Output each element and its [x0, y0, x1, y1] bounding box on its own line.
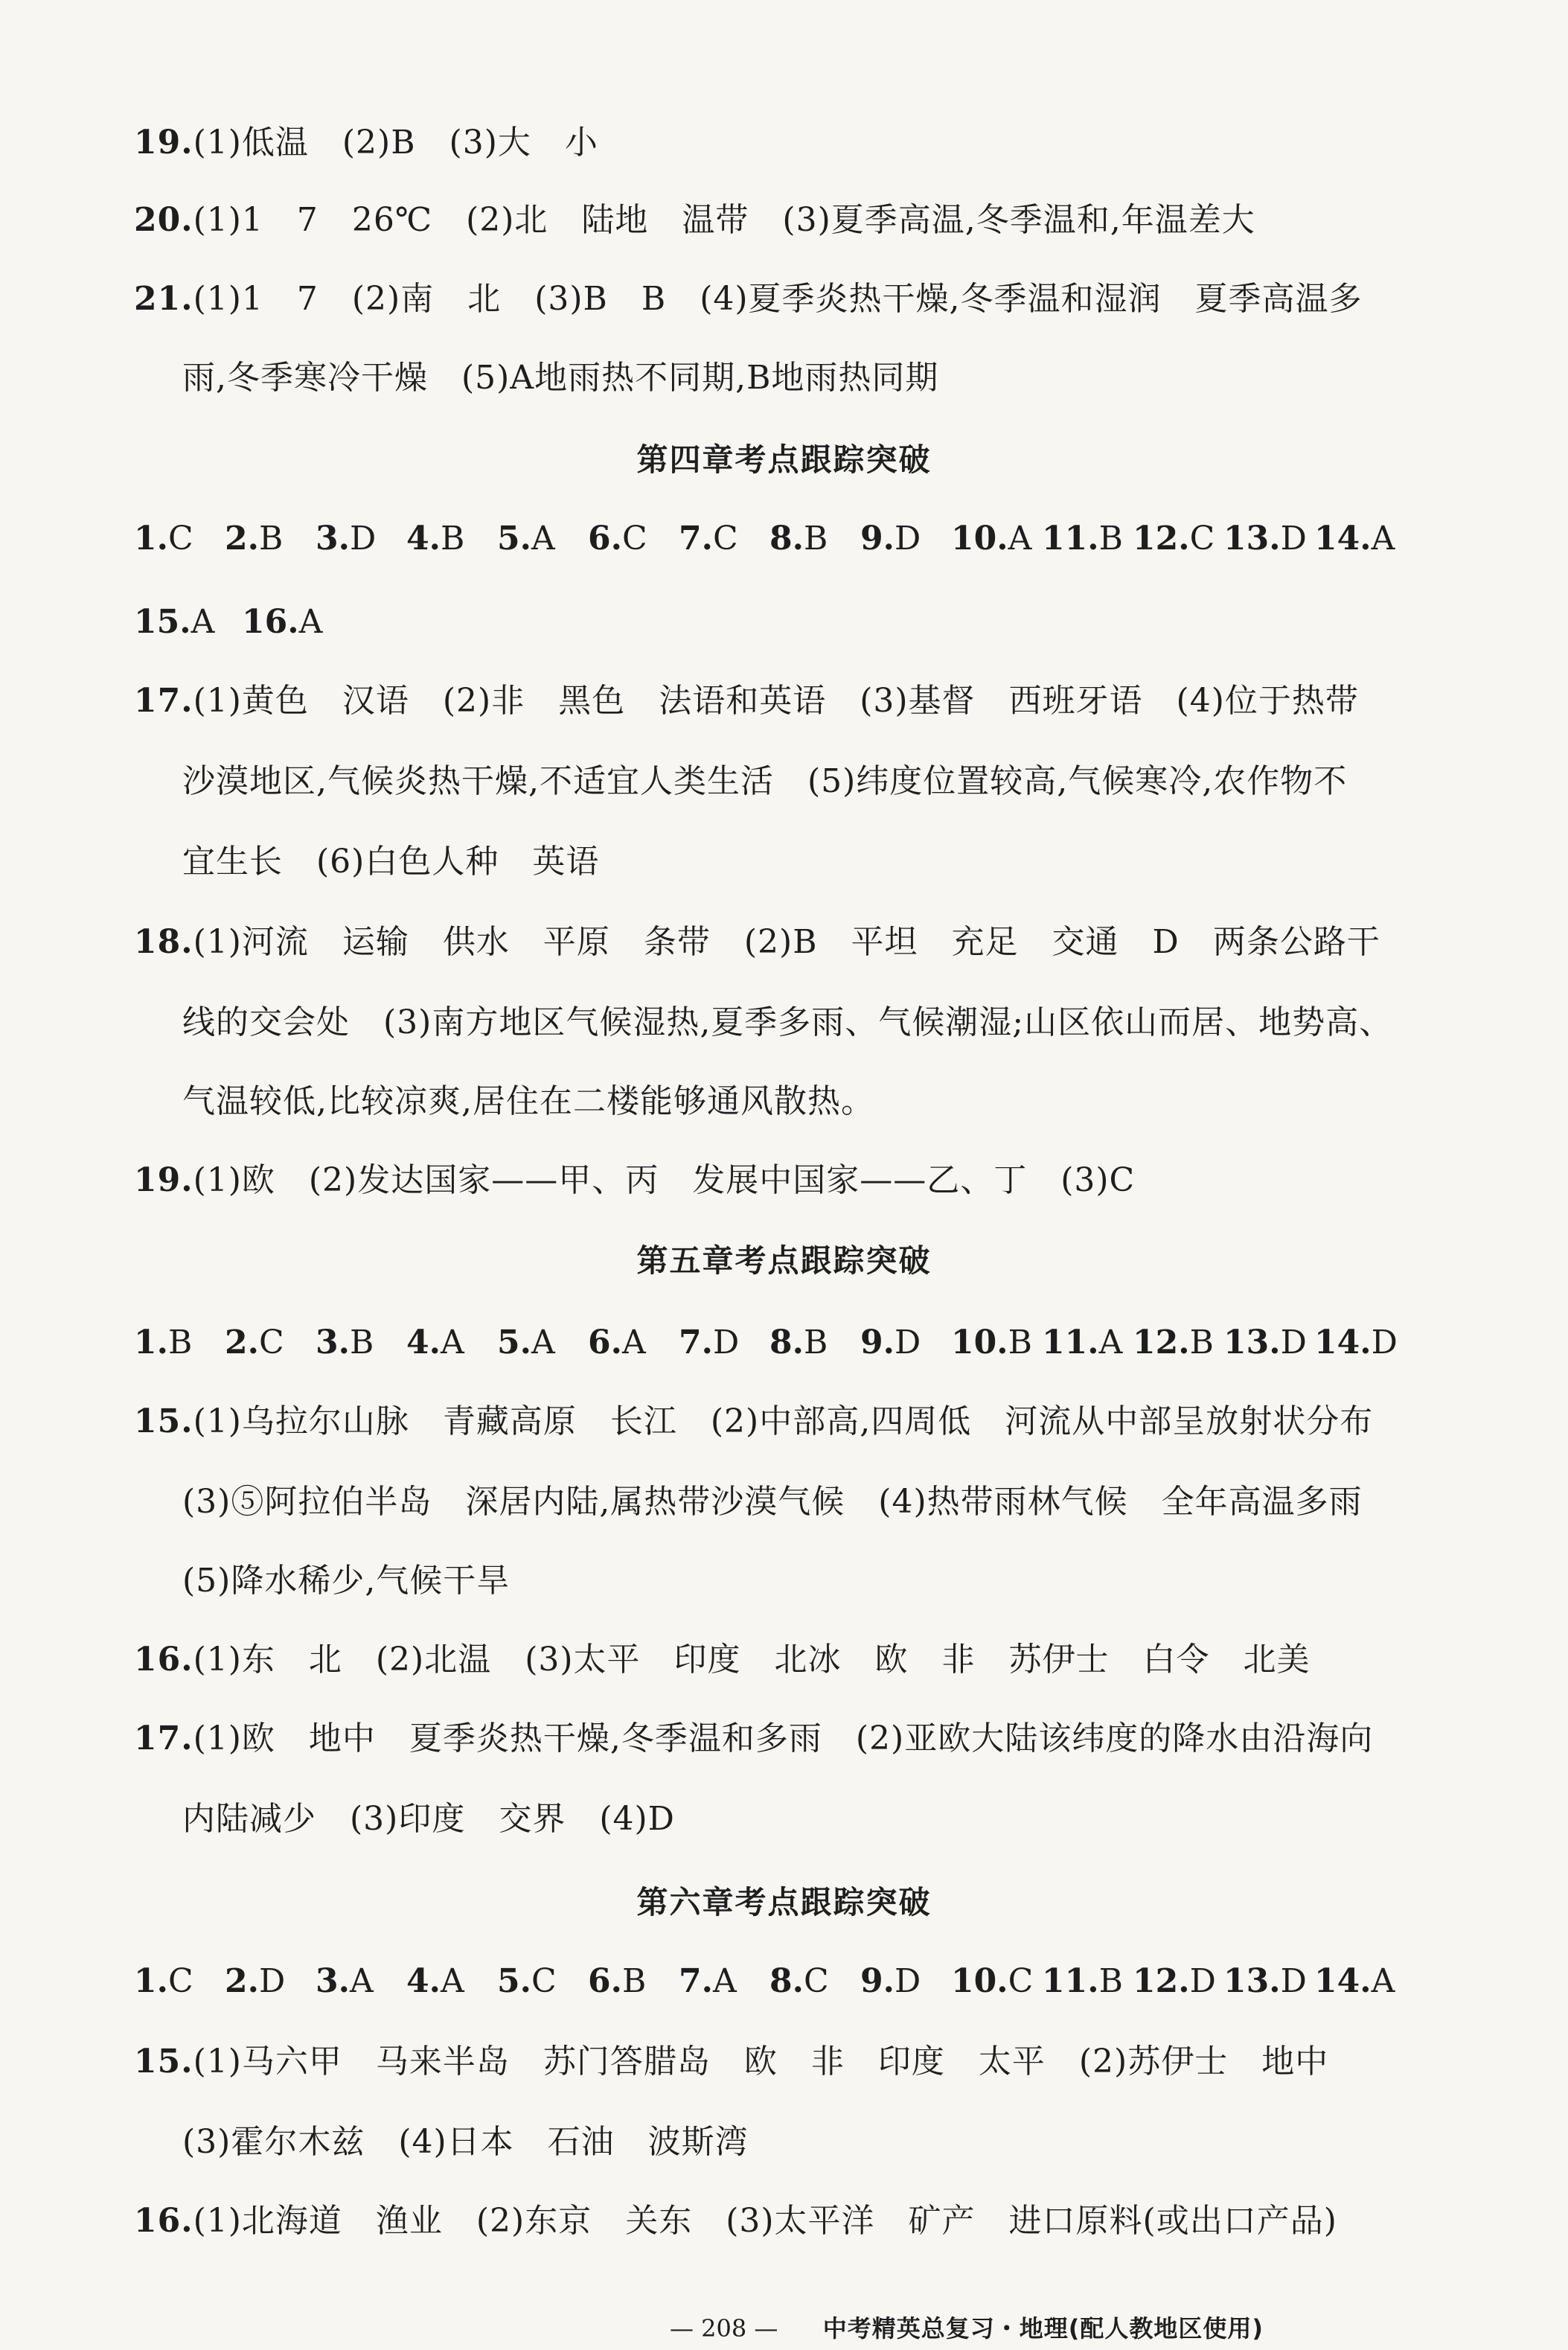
answer-ch5-q15: 15.(1)乌拉尔山脉 青藏高原 长江 (2)中部高,四周低 河流从中部呈放射状分布	[134, 1402, 1374, 1440]
mc-number: 14.	[1314, 520, 1372, 558]
mc-number: 8.	[769, 1324, 804, 1361]
mc-answer: A	[712, 1962, 737, 2000]
mc-number: 1.	[134, 520, 168, 558]
mc-number: 4.	[406, 1324, 441, 1361]
mc-answer: D	[712, 1324, 740, 1361]
mc-answer: A	[1371, 1962, 1395, 2000]
mc-number: 6.	[588, 1324, 622, 1361]
mc-answer: B	[1098, 1962, 1123, 2000]
mc-number: 1.	[134, 1324, 168, 1361]
chapter4-mc-13	[1223, 517, 1307, 561]
chapter4-mc-12	[1133, 517, 1215, 561]
mc-number: 9.	[860, 1962, 895, 2000]
chapter4-mc-15	[134, 600, 214, 645]
mc-answer: A	[440, 1324, 464, 1361]
mc-number: 2.	[225, 520, 259, 558]
mc-answer: C	[621, 520, 647, 558]
chapter4-mc-5	[497, 517, 555, 561]
mc-answer: B	[167, 1324, 193, 1361]
mc-answer: A	[440, 1962, 464, 2000]
answer-ch3-q19: 19.(1)低温 (2)B (3)大 小	[134, 124, 598, 162]
chapter4-mc-6	[588, 517, 647, 561]
chapter4-mc-14	[1314, 517, 1395, 561]
page-number: — 208 —	[670, 2314, 778, 2343]
chapter4-mc-16	[242, 600, 322, 645]
mc-number: 7.	[679, 520, 713, 558]
mc-answer: D	[1280, 1962, 1307, 2000]
chapter4-mc-7	[679, 517, 738, 561]
mc-number: 16.	[242, 603, 299, 641]
mc-answer: B	[1189, 1324, 1214, 1361]
chapter6-mc-8	[769, 1959, 829, 2004]
answer-ch5-q17: 17.(1)欧 地中 夏季炎热干燥,冬季温和多雨 (2)亚欧大陆该纬度的降水由沿海向	[134, 1720, 1374, 1757]
mc-number: 14.	[1314, 1962, 1372, 2000]
chapter4-mc-11	[1042, 517, 1123, 561]
mc-answer: B	[349, 1324, 374, 1361]
mc-answer: C	[167, 1962, 193, 2000]
chapter6-mc-4	[406, 1959, 464, 2004]
chapter6-mc-13	[1223, 1959, 1307, 2004]
mc-number: 4.	[406, 520, 441, 558]
mc-answer: A	[1098, 1324, 1123, 1361]
mc-answer: D	[894, 520, 921, 558]
answer-ch4-q18: 18.(1)河流 运输 供水 平原 条带 (2)B 平坦 充足 交通 D 两条公路干	[134, 923, 1380, 961]
mc-answer: C	[258, 1324, 284, 1361]
mc-answer: A	[349, 1962, 374, 2000]
answer-ch3-q21-cont: 雨,冬季寒冷干燥 (5)A地雨热不同期,B地雨热同期	[182, 359, 939, 397]
mc-number: 7.	[679, 1324, 713, 1361]
mc-answer: C	[712, 520, 738, 558]
answer-ch6-q16: 16.(1)北海道 渔业 (2)东京 关东 (3)太平洋 矿产 进口原料(或出口产品)	[134, 2202, 1337, 2240]
mc-number: 7.	[679, 1962, 713, 2000]
mc-number: 5.	[497, 1324, 531, 1361]
chapter5-mc-row1	[134, 1321, 1444, 1365]
chapter5-mc-1	[134, 1321, 192, 1365]
mc-answer: D	[1280, 1324, 1307, 1361]
mc-answer: D	[258, 1962, 286, 2000]
mc-answer: C	[167, 520, 193, 558]
answer-ch4-q17-l2: 沙漠地区,气候炎热干燥,不适宜人类生活 (5)纬度位置较高,气候寒冷,农作物不	[182, 762, 1348, 800]
answer-ch6-q15: 15.(1)马六甲 马来半岛 苏门答腊岛 欧 非 印度 太平 (2)苏伊士 地中	[134, 2043, 1329, 2081]
chapter5-mc-13	[1223, 1321, 1307, 1365]
mc-answer: A	[621, 1324, 646, 1361]
answer-ch4-q19: 19.(1)欧 (2)发达国家——甲、丙 发展中国家——乙、丁 (3)C	[134, 1161, 1136, 1199]
mc-number: 10.	[951, 520, 1008, 558]
answer-ch3-q21: 21.(1)1 7 (2)南 北 (3)B B (4)夏季炎热干燥,冬季温和湿润 夏季高温多	[134, 280, 1363, 318]
mc-number: 12.	[1133, 1962, 1190, 2000]
mc-answer: B	[258, 520, 284, 558]
mc-number: 9.	[860, 520, 895, 558]
mc-answer: D	[894, 1324, 921, 1361]
answer-ch5-q17-l2: 内陆减少 (3)印度 交界 (4)D	[182, 1800, 675, 1838]
mc-answer: A	[298, 603, 323, 641]
mc-number: 11.	[1042, 1324, 1099, 1361]
answer-ch5-q16: 16.(1)东 北 (2)北温 (3)太平 印度 北冰 欧 非 苏伊士 白令 北美	[134, 1641, 1311, 1679]
mc-number: 9.	[860, 1324, 895, 1361]
chapter6-mc-12	[1133, 1959, 1216, 2004]
mc-number: 10.	[951, 1962, 1008, 2000]
mc-answer: B	[440, 520, 465, 558]
chapter5-mc-3	[316, 1321, 374, 1365]
mc-number: 11.	[1042, 520, 1099, 558]
chapter5-mc-6	[588, 1321, 646, 1365]
mc-answer: B	[1008, 1324, 1032, 1361]
chapter5-mc-9	[860, 1321, 921, 1365]
page-footer	[670, 2314, 1264, 2343]
chapter4-mc-3	[316, 517, 376, 561]
chapter5-mc-11	[1042, 1321, 1122, 1365]
chapter4-mc-1	[134, 517, 193, 561]
mc-answer: C	[803, 1962, 829, 2000]
mc-number: 13.	[1223, 520, 1281, 558]
mc-answer: B	[621, 1962, 647, 2000]
chapter5-mc-14	[1314, 1321, 1398, 1365]
mc-number: 1.	[134, 1962, 168, 2000]
mc-number: 8.	[769, 1962, 804, 2000]
mc-answer: B	[1098, 520, 1123, 558]
mc-number: 2.	[225, 1324, 259, 1361]
chapter4-heading: 第四章考点跟踪突破	[636, 441, 932, 478]
mc-answer: C	[1008, 1962, 1034, 2000]
mc-number: 12.	[1133, 1324, 1190, 1361]
mc-answer: A	[1371, 520, 1395, 558]
mc-answer: C	[531, 1962, 557, 2000]
mc-number: 12.	[1133, 520, 1190, 558]
mc-number: 2.	[225, 1962, 259, 2000]
chapter6-mc-row1	[134, 1959, 1444, 2004]
chapter4-mc-row1	[134, 517, 1444, 561]
mc-answer: A	[191, 603, 215, 641]
chapter5-mc-2	[225, 1321, 284, 1365]
mc-number: 6.	[588, 520, 622, 558]
mc-answer: B	[803, 1324, 828, 1361]
chapter6-mc-6	[588, 1959, 646, 2004]
chapter6-mc-11	[1042, 1959, 1123, 2004]
mc-number: 6.	[588, 1962, 622, 2000]
chapter6-mc-10	[951, 1959, 1033, 2004]
chapter4-mc-10	[951, 517, 1031, 561]
mc-number: 13.	[1223, 1324, 1281, 1361]
chapter5-mc-8	[769, 1321, 828, 1365]
chapter6-mc-7	[679, 1959, 737, 2004]
chapter5-mc-4	[406, 1321, 464, 1365]
chapter6-heading: 第六章考点跟踪突破	[636, 1884, 932, 1920]
chapter5-mc-12	[1133, 1321, 1214, 1365]
book-title: 中考精英总复习・地理(配人教地区使用)	[822, 2314, 1264, 2343]
chapter6-mc-5	[497, 1959, 557, 2004]
chapter6-mc-2	[225, 1959, 285, 2004]
chapter4-mc-row2	[134, 600, 432, 645]
mc-number: 11.	[1042, 1962, 1099, 2000]
chapter6-mc-3	[316, 1959, 374, 2004]
answer-ch4-q18-l3: 气温较低,比较凉爽,居住在二楼能够通风散热。	[182, 1082, 874, 1120]
answer-ch3-q20: 20.(1)1 7 26℃ (2)北 陆地 温带 (3)夏季高温,冬季温和,年温差大	[134, 201, 1255, 239]
chapter5-mc-7	[679, 1321, 739, 1365]
mc-answer: D	[349, 520, 377, 558]
chapter6-mc-1	[134, 1959, 193, 2004]
chapter4-mc-9	[860, 517, 921, 561]
mc-answer: C	[1189, 520, 1215, 558]
mc-answer: A	[531, 520, 555, 558]
answer-ch5-q15-l2: (3)⑤阿拉伯半岛 深居内陆,属热带沙漠气候 (4)热带雨林气候 全年高温多雨	[182, 1483, 1363, 1521]
chapter4-mc-2	[225, 517, 283, 561]
mc-number: 14.	[1314, 1324, 1372, 1361]
mc-answer: D	[1280, 520, 1307, 558]
mc-answer: B	[803, 520, 828, 558]
answer-ch4-q17: 17.(1)黄色 汉语 (2)非 黑色 法语和英语 (3)基督 西班牙语 (4)位于热带	[134, 682, 1359, 720]
answer-ch4-q17-l3: 宜生长 (6)白色人种 英语	[182, 843, 600, 881]
chapter4-mc-8	[769, 517, 828, 561]
mc-number: 5.	[497, 520, 531, 558]
mc-answer: D	[894, 1962, 921, 2000]
mc-number: 8.	[769, 520, 804, 558]
mc-number: 5.	[497, 1962, 531, 2000]
mc-answer: D	[1371, 1324, 1398, 1361]
answer-ch5-q15-l3: (5)降水稀少,气候干旱	[182, 1562, 511, 1600]
mc-number: 4.	[406, 1962, 441, 2000]
mc-number: 3.	[316, 1962, 350, 2000]
mc-number: 3.	[316, 1324, 350, 1361]
answer-ch4-q18-l2: 线的交会处 (3)南方地区气候湿热,夏季多雨、气候潮湿;山区依山而居、地势高、	[182, 1003, 1393, 1041]
mc-answer: D	[1189, 1962, 1216, 2000]
mc-number: 15.	[134, 603, 191, 641]
answer-ch6-q15-l2: (3)霍尔木兹 (4)日本 石油 波斯湾	[182, 2123, 749, 2161]
mc-number: 3.	[316, 520, 350, 558]
mc-number: 13.	[1223, 1962, 1281, 2000]
chapter6-mc-14	[1314, 1959, 1395, 2004]
chapter4-mc-4	[406, 517, 464, 561]
chapter6-mc-9	[860, 1959, 921, 2004]
mc-answer: A	[531, 1324, 555, 1361]
chapter5-mc-10	[951, 1321, 1032, 1365]
chapter5-mc-5	[497, 1321, 555, 1365]
mc-answer: A	[1008, 520, 1032, 558]
chapter5-heading: 第五章考点跟踪突破	[636, 1242, 932, 1279]
mc-number: 10.	[951, 1324, 1008, 1361]
